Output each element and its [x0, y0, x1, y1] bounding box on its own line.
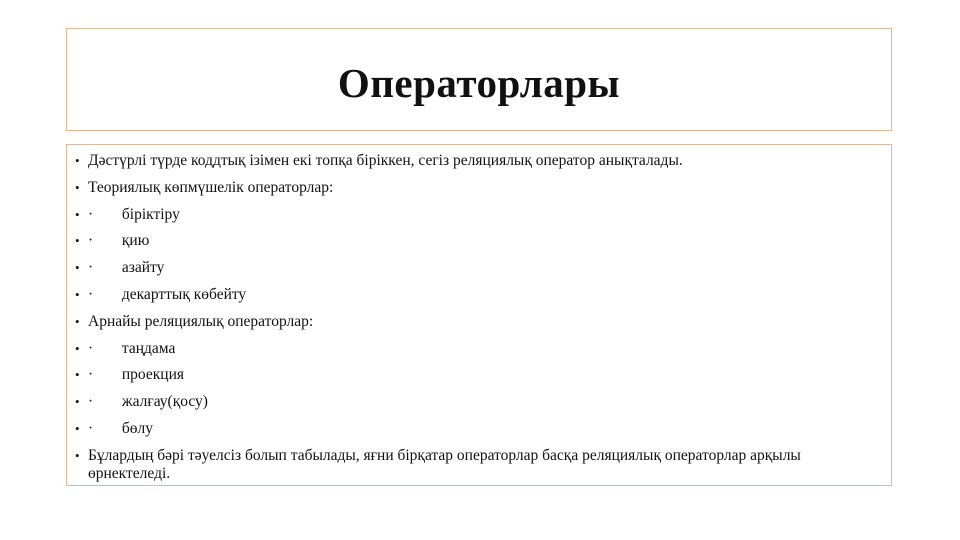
item-text: Дәстүрлі түрде коддтық ізімен екі топқа біріккен, сегіз реляциялық оператор анықталады.: [88, 152, 683, 169]
bullet-icon: •: [75, 394, 80, 410]
sub-marker: ·: [88, 339, 94, 357]
slide-title: Операторлары: [337, 59, 621, 106]
sub-marker: ·: [88, 366, 94, 384]
bullet-icon: •: [75, 420, 80, 436]
item-text: Теориялық көпмүшелік операторлар:: [88, 178, 334, 196]
list-item: [75, 152, 881, 170]
item-text: жалғау(қосу): [121, 393, 208, 411]
list-item: [75, 179, 881, 197]
list-item: [75, 286, 881, 304]
item-text: азайту: [121, 259, 165, 277]
sub-marker: ·: [88, 205, 94, 223]
list-item: [75, 206, 881, 224]
item-text: біріктіру: [121, 205, 180, 223]
list-item: [75, 340, 881, 358]
bullet-icon: •: [75, 286, 80, 302]
bullet-icon: •: [75, 447, 80, 463]
list-item: [75, 232, 881, 250]
item-text: Арнайы реляциялық операторлар:: [88, 312, 314, 330]
bullet-icon: •: [75, 233, 80, 249]
item-text: қию: [121, 232, 150, 250]
bullet-icon: •: [75, 260, 80, 276]
sub-marker: ·: [88, 419, 94, 437]
content-placeholder: [66, 144, 892, 486]
bullet-icon: •: [75, 367, 80, 383]
item-text: Бұлардың бәрі тәуелсіз болып табылады, яғни бірқатар операторлар басқа реляциялық операторлар арқылы өрнектеледі.: [88, 446, 801, 482]
list-item: [75, 313, 881, 331]
sub-marker: ·: [88, 393, 94, 411]
title-placeholder: [66, 28, 892, 131]
list-item: [75, 447, 881, 483]
bullet-icon: •: [75, 313, 80, 329]
item-text: декарттық көбейту: [121, 285, 247, 303]
sub-marker: ·: [88, 285, 94, 303]
list-item: [75, 393, 881, 411]
bullet-icon: •: [75, 206, 80, 222]
item-text: таңдама: [121, 339, 176, 357]
list-item: [75, 366, 881, 384]
sub-marker: ·: [88, 259, 94, 277]
bullet-icon: •: [75, 340, 80, 356]
item-text: проекция: [121, 366, 184, 384]
bullet-list: [67, 145, 891, 483]
bullet-icon: •: [75, 153, 80, 168]
sub-marker: ·: [88, 232, 94, 250]
list-item: [75, 420, 881, 438]
list-item: [75, 259, 881, 277]
item-text: бөлу: [121, 419, 153, 437]
bullet-icon: •: [75, 179, 80, 195]
